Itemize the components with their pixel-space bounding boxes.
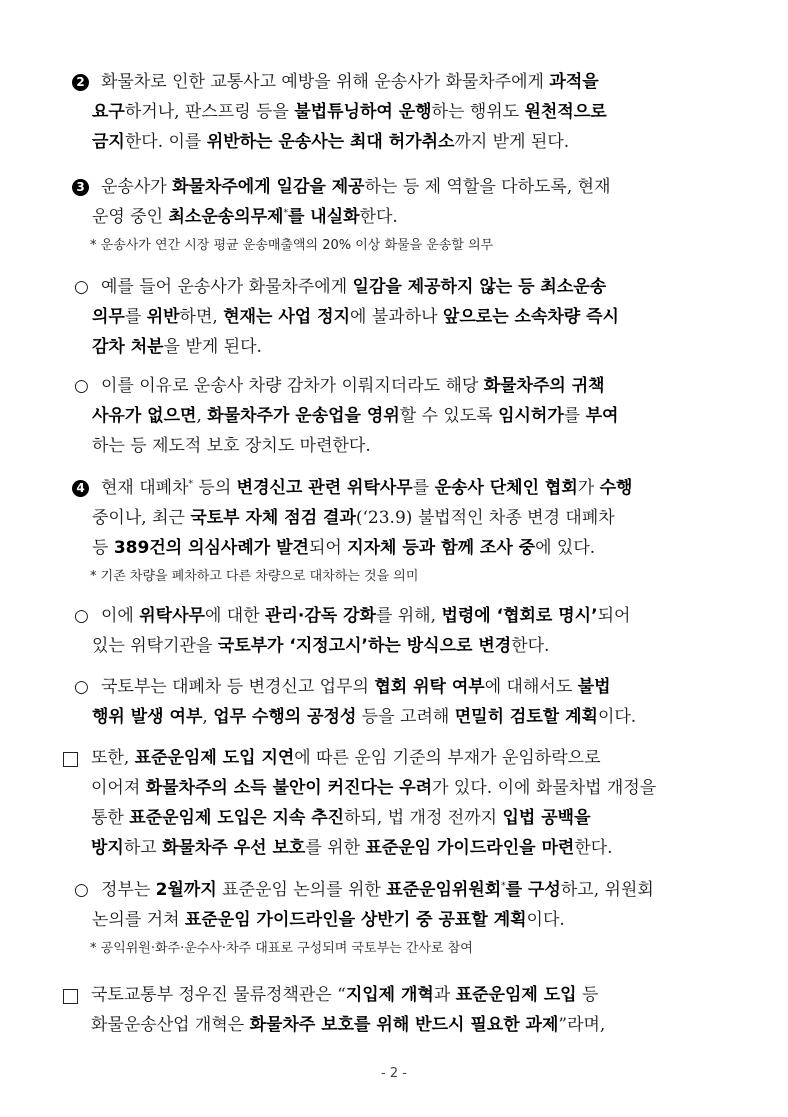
text-run: 국토교통부 정우진 물류정책관은 “ xyxy=(91,985,346,1005)
bold-text-run: 부여 xyxy=(585,406,619,426)
text-run: 운송사가 xyxy=(101,177,173,197)
text-run: 있는 위탁기관을 xyxy=(92,636,218,656)
bold-text-run: 변경신고 관련 위탁사무 xyxy=(236,478,413,498)
text-run: 이에 xyxy=(101,606,140,626)
text-run: 하거나, 판스프링 등을 xyxy=(124,102,295,122)
text-run: 한다. 이를 xyxy=(124,132,207,152)
bold-text-run: 현재는 사업 정지 xyxy=(223,307,350,327)
sub-box-1-line-2 xyxy=(92,909,565,931)
text-run: 에 있다. xyxy=(535,538,596,558)
square-bullet-icon xyxy=(63,989,78,1004)
item-4-line-3 xyxy=(92,537,595,559)
text-run: 를 xyxy=(124,307,147,327)
text-run: 한다. xyxy=(511,636,550,656)
bold-text-run: 업무 수행의 공정성 xyxy=(213,707,357,727)
text-run: 를 xyxy=(563,406,586,426)
circle-bullet-icon: ○ xyxy=(74,376,89,396)
footnote-4: * 기존 차량을 폐차하고 다른 차량으로 대차하는 것을 의미 xyxy=(90,569,419,584)
bold-text-run: 국토부 자체 점검 결과 xyxy=(190,508,356,528)
bold-text-run: 금지 xyxy=(92,132,125,152)
sub-3b-line-3 xyxy=(92,435,371,457)
text-run: 예를 들어 운송사가 화물차주에게 xyxy=(101,277,353,297)
bold-text-run: 요구 xyxy=(92,102,125,122)
box-1-line-4 xyxy=(91,837,613,859)
bold-text-run: 입법 공백을 xyxy=(502,808,591,828)
bold-text-run: 를 구성 xyxy=(505,880,561,900)
item-2-line-1 xyxy=(101,71,599,93)
sub-3b-line-2 xyxy=(92,405,618,427)
text-run: 되어 xyxy=(308,538,348,558)
bold-text-run: 389건의 의심사례가 발견 xyxy=(113,538,309,558)
text-run: (‘23.9) 불법적인 차종 변경 대폐차 xyxy=(355,508,615,528)
text-run: 를 위해, xyxy=(375,606,442,626)
text-run: 화물운송산업 개혁은 xyxy=(91,1015,250,1035)
bold-text-run: 화물차주의 소득 불안이 커진다는 우려 xyxy=(145,778,433,798)
text-run: 를 위한 xyxy=(305,838,366,858)
bold-text-run: 지입제 개혁 xyxy=(345,985,434,1005)
text-run: 과 xyxy=(433,985,456,1005)
text-run: 등을 고려해 xyxy=(356,707,455,727)
text-run: 까지 받게 된다. xyxy=(454,132,570,152)
text-run: ”라며, xyxy=(558,1015,606,1035)
text-run: 등 xyxy=(576,985,599,1005)
square-bullet-icon xyxy=(63,752,78,767)
box-2-line-2 xyxy=(91,1014,605,1036)
text-run: 표준운임 논의를 위한 xyxy=(216,880,387,900)
text-run: 중이나, 최근 xyxy=(92,508,191,528)
text-run: 등의 xyxy=(193,478,237,498)
bold-text-run: 2월까지 xyxy=(155,880,217,900)
text-run: 에 대해서도 xyxy=(484,677,578,697)
text-run: , xyxy=(202,707,214,727)
bold-text-run: 표준운임제 도입 지연 xyxy=(134,748,295,768)
text-run: 이다. xyxy=(526,910,565,930)
bold-text-run: 행위 발생 여부 xyxy=(92,707,203,727)
bold-text-run: 운송사 단체인 협회 xyxy=(434,478,578,498)
bold-text-run: 화물차주 우선 보호 xyxy=(162,838,306,858)
footnote-3: * 운송사가 연간 시장 평균 운송매출액의 20% 이상 화물을 운송할 의무 xyxy=(90,238,494,253)
text-run: 하면, xyxy=(179,307,224,327)
bold-text-run: 일감을 제공하지 않는 등 최소운송 xyxy=(352,277,607,297)
number-2-icon: 2 xyxy=(72,74,89,91)
text-run: 을 받게 된다. xyxy=(163,337,262,357)
bold-text-run: 법령에 ‘협회로 명시’ xyxy=(441,606,598,626)
text-run: 하고, 위원회 xyxy=(560,880,654,900)
bold-text-run: 방지 xyxy=(91,838,124,858)
text-run: 에 대한 xyxy=(204,606,266,626)
number-3-icon: 3 xyxy=(72,179,89,196)
item-3-line-1 xyxy=(101,176,611,198)
text-run: 에 따른 운임 기준의 부재가 운임하락으로 xyxy=(294,748,601,768)
sub-box-1-line-1: 정부는 2월까지 표준운임 논의를 위한 표준운임위원회*를 구성하고, 위원회 xyxy=(101,880,654,900)
box-1-line-3 xyxy=(91,807,591,829)
text-run: 이어져 xyxy=(91,778,146,798)
text-run: 하는 등 제 역할을 다하도록, 현재 xyxy=(364,177,611,197)
bold-text-run: 화물차주에게 일감을 제공 xyxy=(172,177,365,197)
bold-text-run: 임시허가 xyxy=(498,406,564,426)
item-4-line-2 xyxy=(92,507,615,529)
text-run: 화물차로 인한 교통사고 예방을 위해 운송사가 화물차주에게 xyxy=(101,72,550,92)
text-run: 하고 xyxy=(123,838,163,858)
text-run: 통한 xyxy=(91,808,130,828)
bold-text-run: 의무 xyxy=(92,307,125,327)
sub-4a-line-2 xyxy=(92,635,549,657)
sub-4a-line-1 xyxy=(101,605,630,627)
bold-text-run: 앞으로는 소속차량 즉시 xyxy=(442,307,619,327)
text-run: 를 xyxy=(412,478,435,498)
bold-text-run: 화물차주가 운송업을 영위 xyxy=(207,406,400,426)
circle-bullet-icon: ○ xyxy=(74,880,89,900)
text-run: 가 xyxy=(577,478,600,498)
circle-bullet-icon: ○ xyxy=(74,606,89,626)
bold-text-run: 면밀히 검토할 계획 xyxy=(454,707,598,727)
text-run: 정부는 xyxy=(101,880,156,900)
text-run: 이다. xyxy=(597,707,637,727)
text-run: 가 있다. 이에 화물차법 개정을 xyxy=(432,778,657,798)
text-run: 되어 xyxy=(597,606,631,626)
text-run: 한다. xyxy=(574,838,613,858)
bold-text-run: 화물차주의 귀책 xyxy=(483,376,605,396)
bold-text-run: 국토부가 ‘지정고시’하는 방식으로 변경 xyxy=(217,636,512,656)
item-4-line-1: 현재 대폐차* 등의 변경신고 관련 위탁사무를 운송사 단체인 협회가 수행 xyxy=(101,478,633,498)
box-1-line-2 xyxy=(91,777,656,799)
text-run: 하되, 법 개정 전까지 xyxy=(344,808,503,828)
bold-text-run: 표준운임제 도입 xyxy=(455,985,577,1005)
circle-bullet-icon: ○ xyxy=(74,277,89,297)
item-3-line-2: 운영 중인 최소운송의무제*를 내실화한다. xyxy=(92,207,398,227)
text-run: 에 불과하나 xyxy=(350,307,443,327)
bold-text-run: 표준운임 가이드라인을 마련 xyxy=(365,838,575,858)
bold-text-run: 수행 xyxy=(599,478,633,498)
bold-text-run: 과적을 xyxy=(549,72,599,92)
text-run: 등 xyxy=(92,538,114,558)
text-run: , xyxy=(196,406,208,426)
bold-text-run: 표준운임위원회 xyxy=(386,880,502,900)
sub-4b-line-1 xyxy=(101,676,611,698)
bold-text-run: 불법 xyxy=(577,677,611,697)
text-run: 국토부는 대폐차 등 변경신고 업무의 xyxy=(101,677,375,697)
bold-text-run: 감차 처분 xyxy=(92,337,164,357)
bold-text-run: 위반하는 운송사는 최대 허가취소 xyxy=(206,132,455,152)
bold-text-run: 불법튜닝하여 운행 xyxy=(294,102,432,122)
sub-3a-line-3 xyxy=(92,336,262,358)
bold-text-run: 위탁사무 xyxy=(139,606,205,626)
text-run: 또한, xyxy=(91,748,135,768)
bold-text-run: 사유가 없으면 xyxy=(92,406,197,426)
bold-text-run: 관리·감독 강화 xyxy=(265,606,376,626)
bold-text-run: 협회 위탁 여부 xyxy=(374,677,485,697)
circle-bullet-icon: ○ xyxy=(74,677,89,697)
sub-4b-line-2 xyxy=(92,706,636,728)
text-run: 이를 이유로 운송사 차량 감차가 이뤄지더라도 해당 xyxy=(101,376,484,396)
sub-3a-line-1 xyxy=(101,276,606,298)
box-2-line-1 xyxy=(91,984,598,1006)
bold-text-run: 위반 xyxy=(146,307,180,327)
text-run: 논의를 거쳐 xyxy=(92,910,185,930)
bold-text-run: 지자체 등과 함께 조사 중 xyxy=(347,538,536,558)
item-2-line-3 xyxy=(92,131,569,153)
page-number: - 2 - xyxy=(381,1066,407,1081)
text-run: 하는 등 제도적 보호 장치도 마련한다. xyxy=(92,436,371,456)
bold-text-run: 화물차주 보호를 위해 반드시 필요한 과제 xyxy=(249,1015,559,1035)
sub-3b-line-1 xyxy=(101,375,605,397)
bold-text-run: 표준운임제 도입은 지속 추진 xyxy=(129,808,345,828)
bold-text-run: 원천적으로 xyxy=(524,102,607,122)
text-run: 할 수 있도록 xyxy=(399,406,499,426)
text-run: 하는 행위도 xyxy=(431,102,525,122)
item-2-line-2 xyxy=(92,101,607,123)
bold-text-run: 표준운임 가이드라인을 상반기 중 공표할 계획 xyxy=(184,910,527,930)
box-1-line-1 xyxy=(91,747,601,769)
footnote-box-1: * 공익위원·화주·운수사·차주 대표로 구성되며 국토부는 간사로 참여 xyxy=(90,941,473,956)
sub-3a-line-2 xyxy=(92,306,619,328)
number-4-icon: 4 xyxy=(72,480,89,497)
